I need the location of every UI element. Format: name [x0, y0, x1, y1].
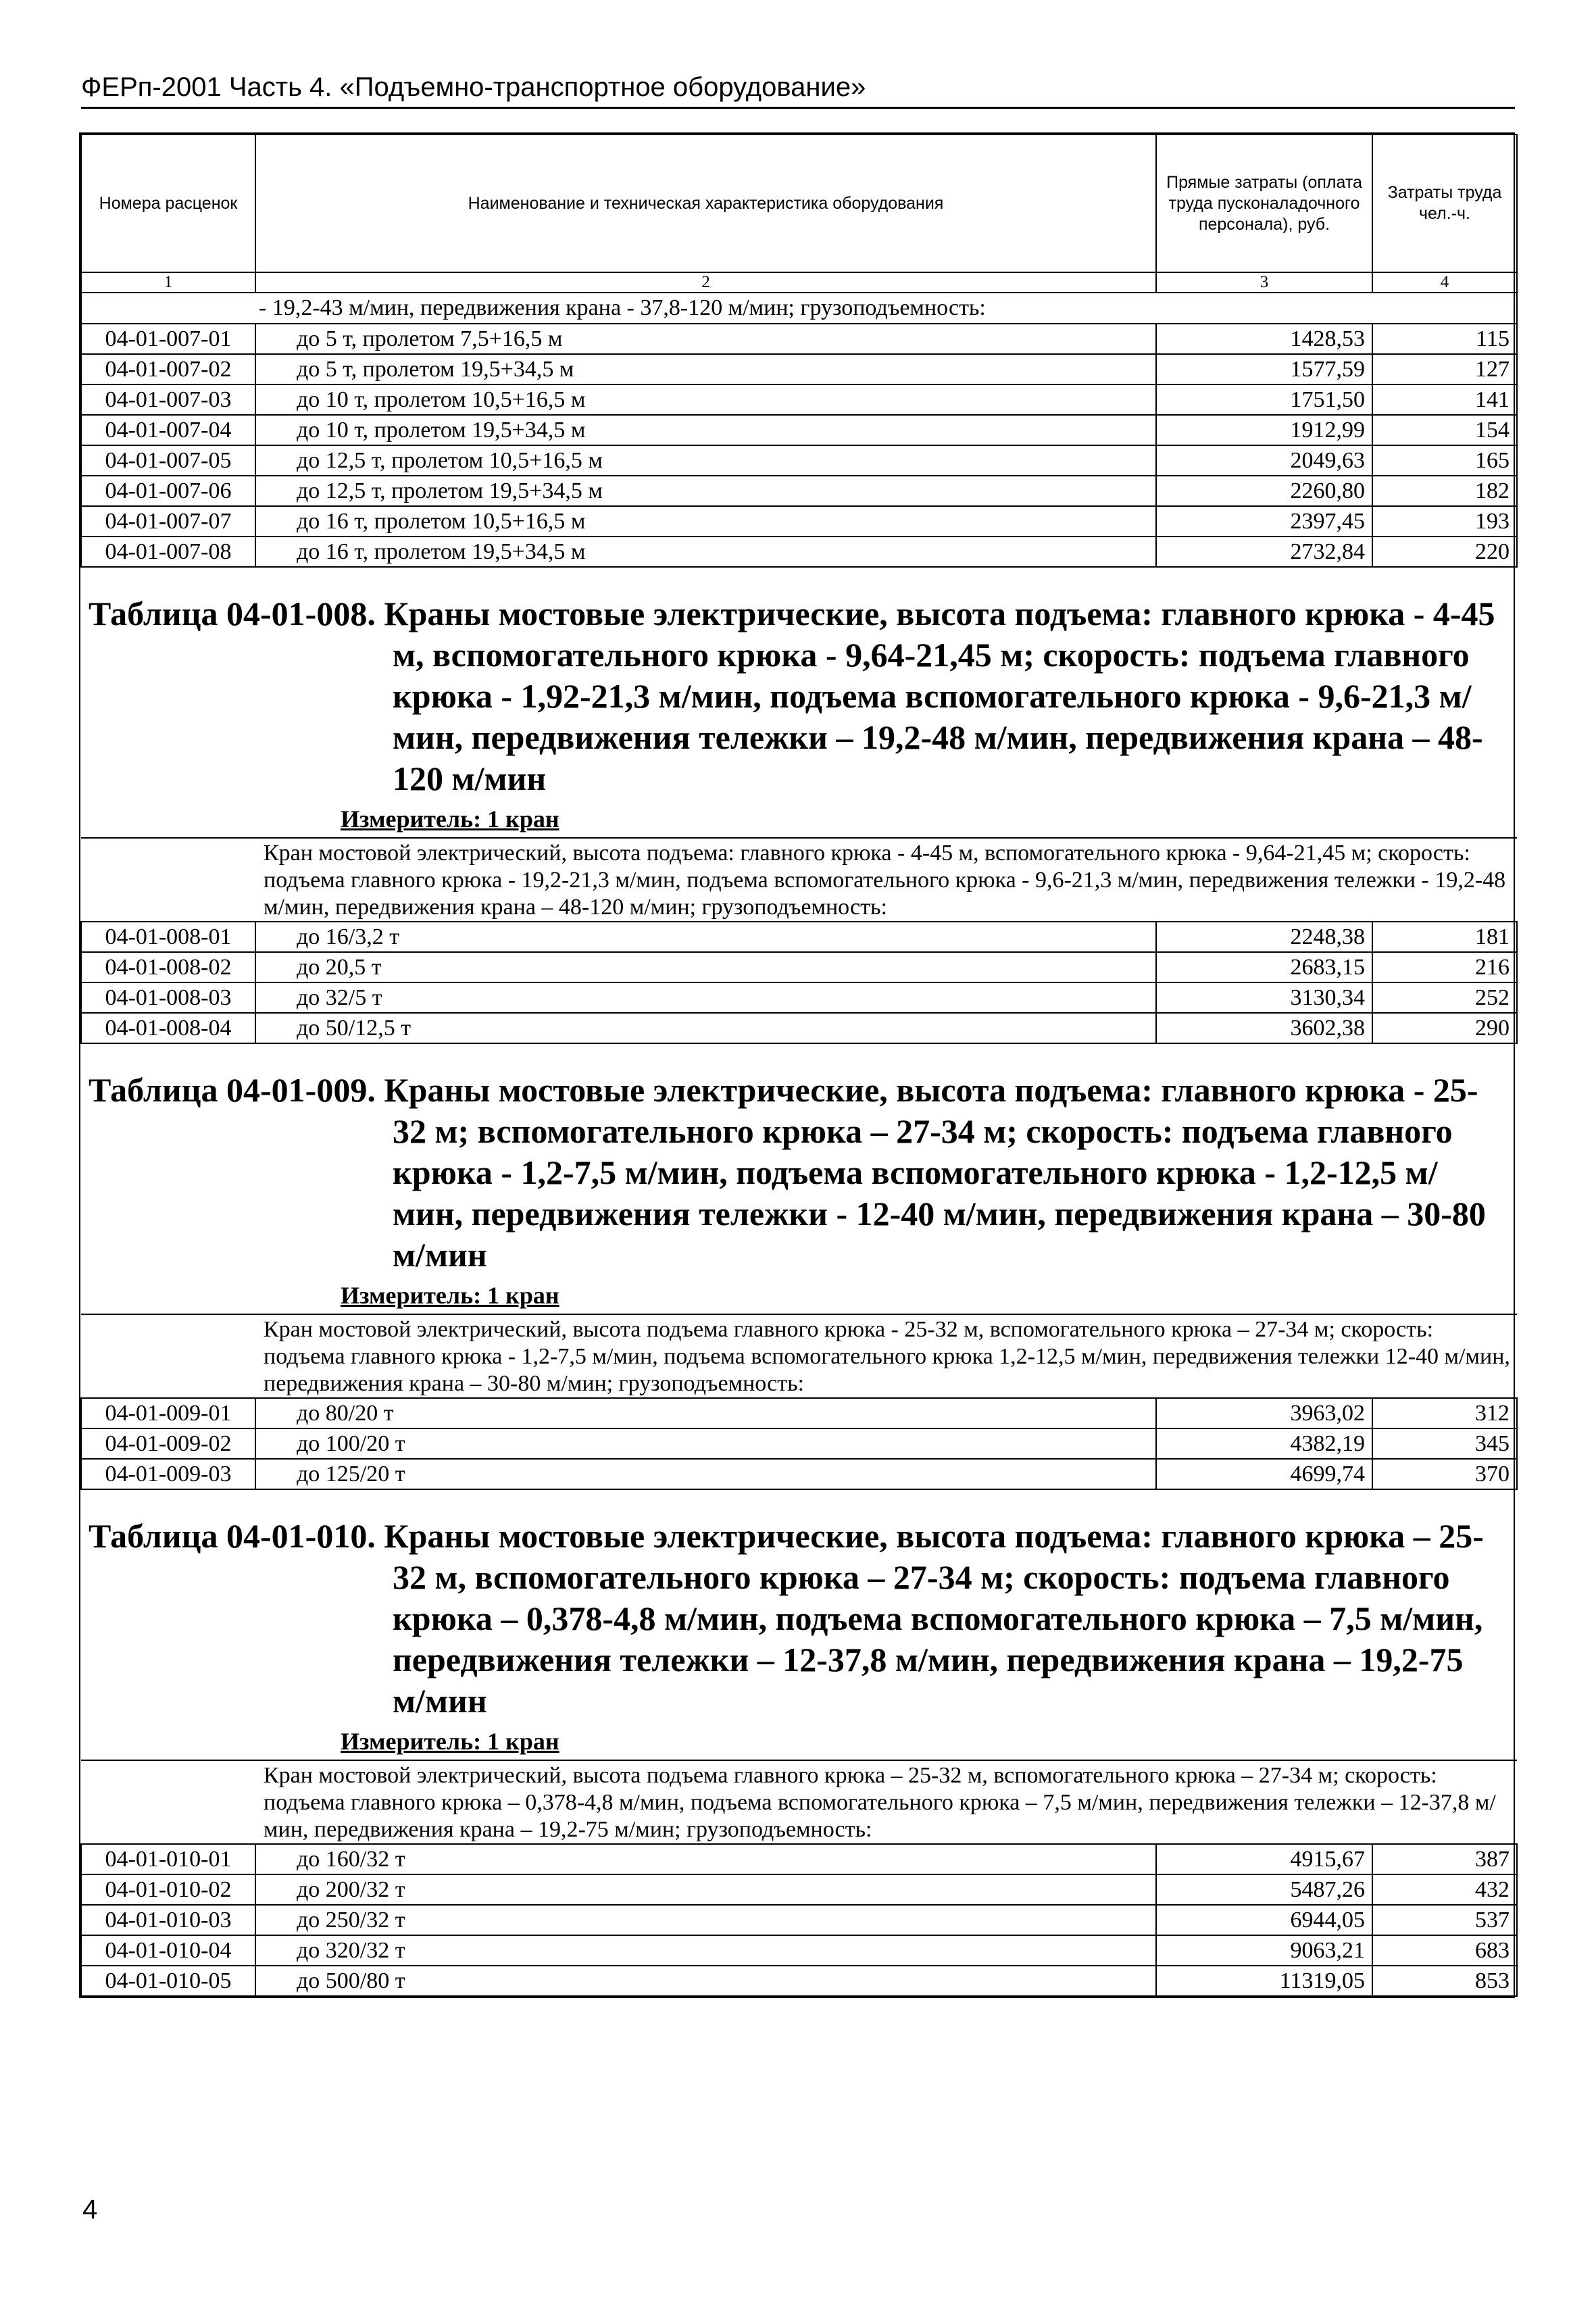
- table-title: [89, 1516, 1500, 1722]
- table-caption: Краны мостовые электрические, высота подъема: главного крюка - 25-32 м; вспомогательного крюка – 27-34 м; скорость: подъема главного крюка - 1,2-7,5 м/мин, подъема вспомогательного крюка - 1,2-12,5 м/мин, передвижения тележки - 12-40 м/мин, передвижения крана – 30-80 м/мин: [384, 1071, 1486, 1274]
- continuation-text-row: [81, 293, 1517, 324]
- direct-cost: 2683,15: [1156, 952, 1372, 982]
- rate-code: 04-01-009-03: [81, 1459, 255, 1489]
- table-row: [81, 1844, 1517, 1874]
- labor-cost: 370: [1372, 1459, 1517, 1489]
- table-row: [81, 1398, 1517, 1428]
- labor-cost: 312: [1372, 1398, 1517, 1428]
- equipment-name: до 50/12,5 т: [255, 1013, 1156, 1043]
- table-row: [81, 1459, 1517, 1489]
- direct-cost: 2260,80: [1156, 476, 1372, 506]
- equipment-name: до 10 т, пролетом 19,5+34,5 м: [255, 415, 1156, 445]
- table-row: [81, 1013, 1517, 1043]
- column-number-row: [81, 272, 1517, 293]
- equipment-name: до 320/32 т: [255, 1935, 1156, 1966]
- labor-cost: 115: [1372, 324, 1517, 354]
- column-header-cost: Прямые затраты (оплата труда пусконаладочного персонала), руб.: [1156, 134, 1372, 272]
- labor-cost: 154: [1372, 415, 1517, 445]
- equipment-description: Кран мостовой электрический, высота подъема: главного крюка - 4-45 м, вспомогательного крюка - 9,64-21,45 м; скорость: подъема главного крюка - 19,2-21,3 м/мин, подъема вспомогательного крюка - 9,6-21,3 м/мин, передвижения тележки - 19,2-48 м/мин, передвижения крана – 48-120 м/мин; грузоподъемность:: [81, 838, 1517, 922]
- document-body: [79, 132, 1515, 1998]
- equipment-name: до 250/32 т: [255, 1905, 1156, 1935]
- table-row: [81, 445, 1517, 476]
- labor-cost: 432: [1372, 1874, 1517, 1905]
- table-row: [81, 922, 1517, 952]
- equipment-name: до 10 т, пролетом 10,5+16,5 м: [255, 384, 1156, 415]
- section-spacer: [80, 1490, 1514, 1516]
- rate-code: 04-01-007-02: [81, 354, 255, 384]
- table-row: [81, 1966, 1517, 1996]
- rate-code: 04-01-009-02: [81, 1428, 255, 1459]
- rate-code: 04-01-007-03: [81, 384, 255, 415]
- page-number: 4: [82, 2195, 98, 2224]
- measure-unit: Измеритель: 1 кран: [341, 1282, 559, 1309]
- direct-cost: 4382,19: [1156, 1428, 1372, 1459]
- table-caption: Краны мостовые электрические, высота подъема: главного крюка - 4-45 м, вспомогательного крюка - 9,64-21,45 м; скорость: подъема главного крюка - 1,92-21,3 м/мин, подъема вспомогательного крюка - 9,6-21,3 м/мин, передвижения тележки – 19,2-48 м/мин, передвижения крана – 48-120 м/мин: [384, 595, 1495, 797]
- rate-code: 04-01-007-06: [81, 476, 255, 506]
- table-row: [81, 506, 1517, 537]
- rate-code: 04-01-010-03: [81, 1905, 255, 1935]
- direct-cost: 1912,99: [1156, 415, 1372, 445]
- table-heading: [80, 593, 1514, 799]
- rate-code: 04-01-010-04: [81, 1935, 255, 1966]
- rate-code: 04-01-008-01: [81, 922, 255, 952]
- labor-cost: 387: [1372, 1844, 1517, 1874]
- rate-code: 04-01-008-03: [81, 982, 255, 1013]
- equipment-name: до 20,5 т: [255, 952, 1156, 982]
- labor-cost: 127: [1372, 354, 1517, 384]
- equipment-name: до 16 т, пролетом 10,5+16,5 м: [255, 506, 1156, 537]
- table-row: [81, 1935, 1517, 1966]
- equipment-name: до 16/3,2 т: [255, 922, 1156, 952]
- table-row: [81, 1874, 1517, 1905]
- direct-cost: 1751,50: [1156, 384, 1372, 415]
- section-spacer: [80, 1044, 1514, 1070]
- continuation-table: [80, 134, 1518, 568]
- labor-cost: 537: [1372, 1905, 1517, 1935]
- labor-cost: 165: [1372, 445, 1517, 476]
- table-number: Таблица 04-01-009.: [89, 1071, 376, 1109]
- labor-cost: 220: [1372, 537, 1517, 567]
- table-caption: Краны мостовые электрические, высота подъема: главного крюка – 25-32 м, вспомогательного крюка – 27-34 м; скорость: подъема главного крюка – 0,378-4,8 м/мин, подъема вспомогательного крюка – 7,5 м/мин, передвижения тележки – 12-37,8 м/мин, передвижения крана – 19,2-75 м/мин: [384, 1517, 1484, 1720]
- direct-cost: 11319,05: [1156, 1966, 1372, 1996]
- rate-code: 04-01-007-01: [81, 324, 255, 354]
- direct-cost: 3602,38: [1156, 1013, 1372, 1043]
- column-number: 1: [81, 272, 255, 293]
- measure-unit: Измеритель: 1 кран: [341, 805, 559, 832]
- direct-cost: 5487,26: [1156, 1874, 1372, 1905]
- equipment-name: до 12,5 т, пролетом 19,5+34,5 м: [255, 476, 1156, 506]
- column-header-code: Номера расценок: [81, 134, 255, 272]
- column-number: 3: [1156, 272, 1372, 293]
- continuation-text: - 19,2-43 м/мин, передвижения крана - 37,8-120 м/мин; грузоподъемность:: [81, 293, 1517, 324]
- column-number: 2: [255, 272, 1156, 293]
- labor-cost: 182: [1372, 476, 1517, 506]
- equipment-name: до 125/20 т: [255, 1459, 1156, 1489]
- direct-cost: 3963,02: [1156, 1398, 1372, 1428]
- rate-code: 04-01-007-07: [81, 506, 255, 537]
- equipment-name: до 12,5 т, пролетом 10,5+16,5 м: [255, 445, 1156, 476]
- rate-code: 04-01-007-08: [81, 537, 255, 567]
- equipment-description: Кран мостовой электрический, высота подъема главного крюка - 25-32 м, вспомогательного крюка – 27-34 м; скорость: подъема главного крюка - 1,2-7,5 м/мин, подъема вспомогательного крюка 1,2-12,5 м/мин, передвижения тележки 12-40 м/мин, передвижения крана – 30-80 м/мин; грузоподъемность:: [81, 1314, 1517, 1398]
- description-row: [81, 838, 1517, 922]
- equipment-name: до 200/32 т: [255, 1874, 1156, 1905]
- rate-code: 04-01-009-01: [81, 1398, 255, 1428]
- table-row: [81, 1905, 1517, 1935]
- equipment-name: до 500/80 т: [255, 1966, 1156, 1996]
- rate-table-008: [80, 837, 1518, 1044]
- table-number: Таблица 04-01-008.: [89, 595, 376, 632]
- direct-cost: 3130,34: [1156, 982, 1372, 1013]
- table-row: [81, 476, 1517, 506]
- table-row: [81, 1428, 1517, 1459]
- table-row: [81, 324, 1517, 354]
- rate-code: 04-01-007-05: [81, 445, 255, 476]
- direct-cost: 6944,05: [1156, 1905, 1372, 1935]
- description-row: [81, 1314, 1517, 1398]
- direct-cost: 4915,67: [1156, 1844, 1372, 1874]
- labor-cost: 193: [1372, 506, 1517, 537]
- section-spacer: [80, 568, 1514, 593]
- labor-cost: 683: [1372, 1935, 1517, 1966]
- equipment-name: до 5 т, пролетом 7,5+16,5 м: [255, 324, 1156, 354]
- table-heading: [80, 1516, 1514, 1722]
- rate-table-010: [80, 1760, 1518, 1997]
- description-row: [81, 1760, 1517, 1844]
- page-header: ФЕРп-2001 Часть 4. «Подъемно-транспортное оборудование»: [81, 68, 1515, 109]
- rate-code: 04-01-010-05: [81, 1966, 255, 1996]
- direct-cost: 2732,84: [1156, 537, 1372, 567]
- equipment-name: до 32/5 т: [255, 982, 1156, 1013]
- direct-cost: 1428,53: [1156, 324, 1372, 354]
- measure-unit: Измеритель: 1 кран: [341, 1728, 559, 1755]
- equipment-description: Кран мостовой электрический, высота подъема главного крюка – 25-32 м, вспомогательного крюка – 27-34 м; скорость: подъема главного крюка – 0,378-4,8 м/мин, подъема вспомогательного крюка – 7,5 м/мин, передвижения тележки – 12-37,8 м/мин, передвижения крана – 19,2-75 м/мин; грузоподъемность:: [81, 1760, 1517, 1844]
- labor-cost: 290: [1372, 1013, 1517, 1043]
- rate-code: 04-01-010-02: [81, 1874, 255, 1905]
- direct-cost: 1577,59: [1156, 354, 1372, 384]
- labor-cost: 345: [1372, 1428, 1517, 1459]
- equipment-name: до 100/20 т: [255, 1428, 1156, 1459]
- table-title: [89, 1070, 1500, 1276]
- direct-cost: 2248,38: [1156, 922, 1372, 952]
- rate-table-009: [80, 1314, 1518, 1490]
- equipment-name: до 16 т, пролетом 19,5+34,5 м: [255, 537, 1156, 567]
- column-number: 4: [1372, 272, 1517, 293]
- table-row: [81, 415, 1517, 445]
- equipment-name: до 160/32 т: [255, 1844, 1156, 1874]
- column-header-row: [81, 134, 1517, 272]
- table-row: [81, 982, 1517, 1013]
- rate-code: 04-01-008-04: [81, 1013, 255, 1043]
- labor-cost: 252: [1372, 982, 1517, 1013]
- direct-cost: 2397,45: [1156, 506, 1372, 537]
- labor-cost: 141: [1372, 384, 1517, 415]
- labor-cost: 853: [1372, 1966, 1517, 1996]
- direct-cost: 4699,74: [1156, 1459, 1372, 1489]
- table-row: [81, 952, 1517, 982]
- direct-cost: 2049,63: [1156, 445, 1372, 476]
- equipment-name: до 80/20 т: [255, 1398, 1156, 1428]
- rate-code: 04-01-010-01: [81, 1844, 255, 1874]
- rate-code: 04-01-008-02: [81, 952, 255, 982]
- labor-cost: 216: [1372, 952, 1517, 982]
- table-number: Таблица 04-01-010.: [89, 1517, 376, 1555]
- equipment-name: до 5 т, пролетом 19,5+34,5 м: [255, 354, 1156, 384]
- table-row: [81, 384, 1517, 415]
- table-row: [81, 537, 1517, 567]
- direct-cost: 9063,21: [1156, 1935, 1372, 1966]
- column-header-labor: Затраты труда чел.-ч.: [1372, 134, 1517, 272]
- rate-code: 04-01-007-04: [81, 415, 255, 445]
- column-header-name: Наименование и техническая характеристика оборудования: [255, 134, 1156, 272]
- table-row: [81, 354, 1517, 384]
- table-title: [89, 593, 1500, 799]
- labor-cost: 181: [1372, 922, 1517, 952]
- table-heading: [80, 1070, 1514, 1276]
